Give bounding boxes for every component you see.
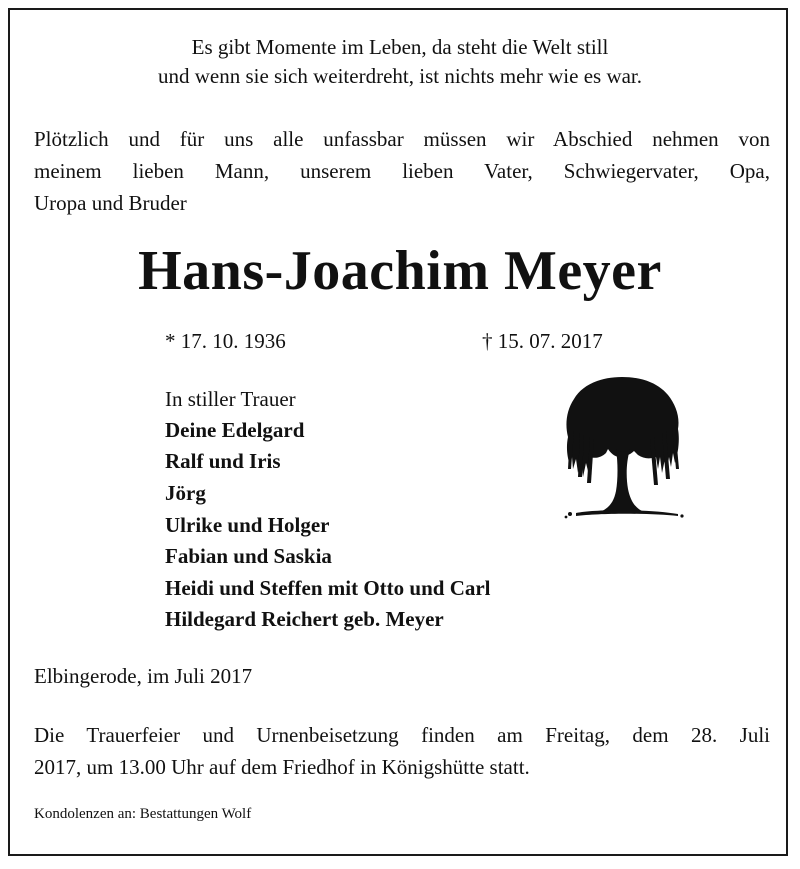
service-info	[34, 719, 770, 783]
willow-tree-icon	[560, 373, 684, 523]
mourner-2: Ralf und Iris	[165, 449, 281, 473]
intro-line-2: meinem lieben Mann, unserem lieben Vater, Schwiegervater, Opa,	[34, 159, 770, 183]
intro-line-1: Plötzlich und für uns alle unfassbar müssen wir Abschied nehmen von	[34, 127, 770, 151]
quote-line-2: und wenn sie sich weiterdreht, ist nichts mehr wie es war.	[157, 64, 643, 88]
service-line-2: 2017, um 13.00 Uhr auf dem Friedhof in Königshütte statt.	[34, 755, 530, 779]
place-and-date: Elbingerode, im Juli 2017	[34, 664, 253, 688]
birth-date: * 17. 10. 1936	[165, 329, 286, 353]
death-date: † 15. 07. 2017	[482, 329, 603, 353]
mourner-1: Deine Edelgard	[165, 418, 305, 442]
quote-line-1: Es gibt Momente im Leben, da steht die Welt still	[191, 35, 609, 59]
intro-paragraph	[34, 123, 770, 219]
opening-quote	[0, 33, 800, 91]
mourner-3: Jörg	[165, 481, 206, 505]
condolences-note: Kondolenzen an: Bestattungen Wolf	[34, 806, 252, 822]
intro-line-3: Uropa und Bruder	[34, 191, 187, 215]
service-line-1: Die Trauerfeier und Urnenbeisetzung finden am Freitag, dem 28. Juli	[34, 723, 770, 747]
deceased-name: Hans-Joachim Meyer	[138, 240, 662, 302]
mourner-5: Fabian und Saskia	[165, 544, 332, 568]
mourner-6: Heidi und Steffen mit Otto und Carl	[165, 576, 491, 600]
mourning-heading: In stiller Trauer	[165, 387, 296, 411]
mourner-4: Ulrike und Holger	[165, 513, 330, 537]
mourner-7: Hildegard Reichert geb. Meyer	[165, 607, 444, 631]
